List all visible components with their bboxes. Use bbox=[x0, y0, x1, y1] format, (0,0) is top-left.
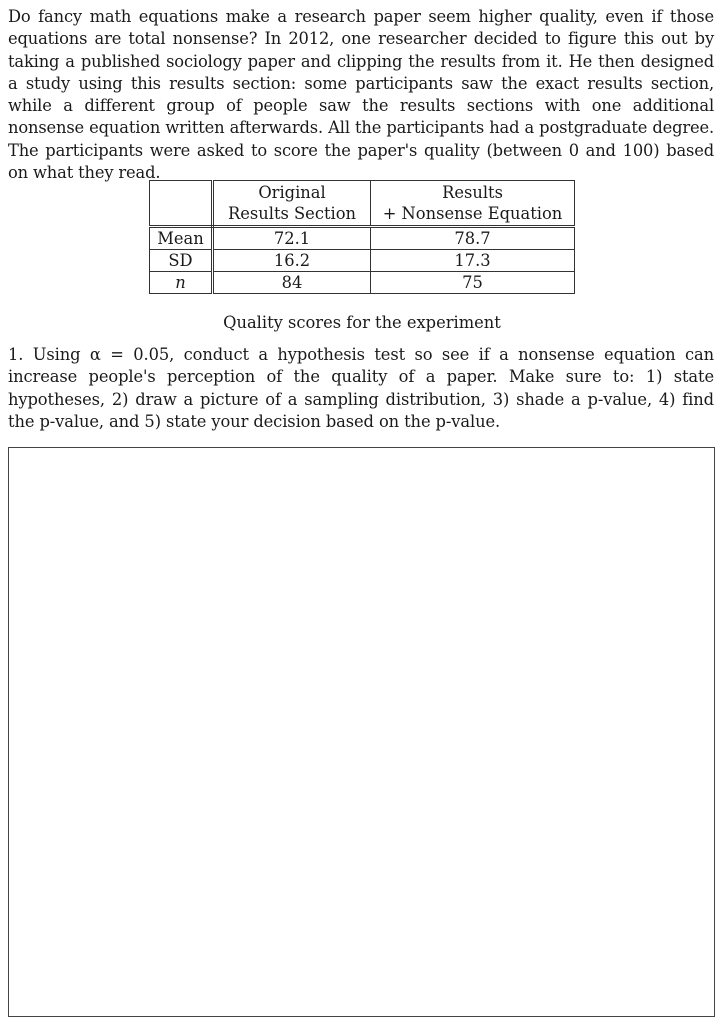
header-nonsense bbox=[371, 181, 575, 227]
table-row-sd bbox=[150, 250, 575, 272]
header-original-line2: Results Section bbox=[228, 204, 356, 223]
header-nonsense-line2: + Nonsense Equation bbox=[382, 204, 563, 223]
cell-original: 84 bbox=[213, 272, 371, 294]
question-1 bbox=[8, 344, 714, 433]
cell-nonsense: 75 bbox=[371, 272, 575, 294]
row-label: n bbox=[150, 272, 213, 294]
question-number: 1. bbox=[8, 345, 24, 364]
cell-nonsense: 17.3 bbox=[371, 250, 575, 272]
header-original bbox=[213, 181, 371, 227]
row-label: SD bbox=[150, 250, 213, 272]
intro-paragraph: Do fancy math equations make a research paper seem higher quality, even if those equations are total nonsense? In 2012, one researcher decided to figure this out by taking a published sociology paper and clipping the results from it. He then designed a study using this results section: some participants saw the exact results section, while a different group of people saw the results sections with one additional nonsense equation written afterwards. All the participants had a postgraduate degree. The participants were asked to score the paper's quality (between 0 and 100) based on what they read. bbox=[8, 7, 714, 183]
header-corner-cell bbox=[150, 181, 213, 227]
table-caption: Quality scores for the experiment bbox=[223, 313, 501, 332]
row-label: Mean bbox=[150, 227, 213, 250]
cell-nonsense: 78.7 bbox=[371, 227, 575, 250]
table-row-n bbox=[150, 272, 575, 294]
cell-original: 72.1 bbox=[213, 227, 371, 250]
table-header-row bbox=[150, 181, 575, 227]
header-original-line1: Original bbox=[258, 183, 326, 202]
quality-scores-table bbox=[149, 180, 575, 294]
cell-original: 16.2 bbox=[213, 250, 371, 272]
answer-box[interactable] bbox=[8, 447, 715, 1017]
table-row-mean bbox=[150, 227, 575, 250]
question-text: Using α = 0.05, conduct a hypothesis test so see if a nonsense equation can increase people's perception of the quality of a paper. Make sure to: 1) state hypotheses, 2) draw a picture of a sampling distribution, 3) shade a p-value, 4) find the p-value, and 5) state your decision based on the p-value. bbox=[8, 345, 714, 431]
header-nonsense-line1: Results bbox=[442, 183, 503, 202]
